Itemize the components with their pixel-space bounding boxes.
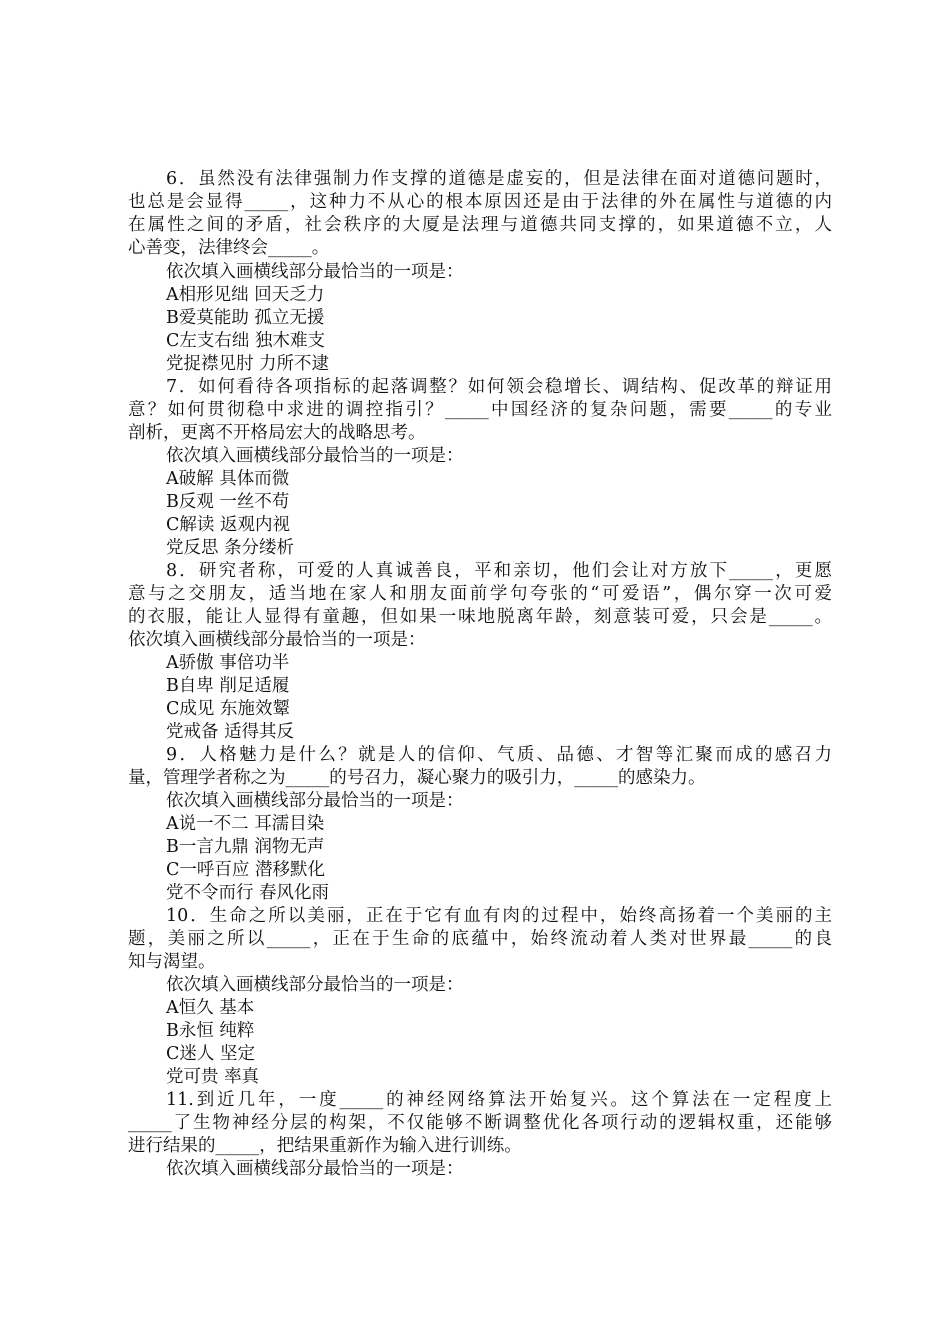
q9-prompt: 依次填入画横线部分最恰当的一项是： — [166, 791, 464, 811]
q9-stem-line-1: 9．人格魅力是什么？就是人的信仰、气质、品德、才智等汇聚而成的感召力 — [166, 745, 832, 765]
q6-prompt: 依次填入画横线部分最恰当的一项是： — [166, 262, 464, 282]
q7-option-a: A破解 具体而微 — [166, 469, 290, 489]
q6-stem-line-3: 在属性之间的矛盾，社会秩序的大厦是法理与道德共同支撑的，如果道德不立，人 — [128, 215, 832, 235]
q9-option-d: 党不令而行 春风化雨 — [166, 883, 330, 903]
q11-stem-line-2: _____了生物神经分层的构架，不仅能够不断调整优化各项行动的逻辑权重，还能够 — [128, 1113, 832, 1133]
q10-stem-line-1: 10．生命之所以美丽，正在于它有血有肉的过程中，始终高扬着一个美丽的主 — [166, 906, 832, 926]
q8-stem-line-3: 的衣服，能让人显得有童趣，但如果一味地脱离年龄，刻意装可爱，只会是_____。 — [128, 607, 832, 627]
q6-option-d: 党捉襟见肘 力所不逮 — [166, 354, 330, 374]
q8-option-a: A骄傲 事倍功半 — [166, 653, 290, 673]
q10-prompt: 依次填入画横线部分最恰当的一项是： — [166, 975, 464, 995]
q7-prompt: 依次填入画横线部分最恰当的一项是： — [166, 446, 464, 466]
q8-stem-line-1: 8．研究者称，可爱的人真诚善良，平和亲切，他们会让对方放下_____，更愿 — [166, 561, 832, 581]
q11-stem-line-3: 进行结果的_____，把结果重新作为输入进行训练。 — [128, 1136, 522, 1156]
q11-prompt: 依次填入画横线部分最恰当的一项是： — [166, 1159, 464, 1179]
q7-stem-line-3: 剖析，更离不开格局宏大的战略思考。 — [128, 423, 426, 443]
q11-stem-line-1: 11.到近几年，一度_____的神经网络算法开始复兴。这个算法在一定程度上 — [166, 1090, 832, 1110]
q7-option-d: 党反思 条分缕析 — [166, 538, 295, 558]
q7-stem-line-1: 7．如何看待各项指标的起落调整？如何领会稳增长、调结构、促改革的辩证用 — [166, 377, 832, 397]
q10-option-d: 党可贵 率真 — [166, 1067, 260, 1087]
q7-stem-line-2: 意？如何贯彻稳中求进的调控指引？_____中国经济的复杂问题，需要_____的专业 — [128, 400, 832, 420]
q10-stem-line-3: 知与渴望。 — [128, 952, 216, 972]
q8-prompt: 依次填入画横线部分最恰当的一项是： — [128, 630, 426, 650]
q6-option-c: C左支右绌 独木难支 — [166, 331, 325, 351]
q8-option-d: 党戒备 适得其反 — [166, 722, 295, 742]
q10-option-a: A恒久 基本 — [166, 998, 255, 1018]
q6-stem-line-1: 6．虽然没有法律强制力作支撑的道德是虚妄的，但是法律在面对道德问题时， — [166, 169, 832, 189]
q9-option-c: C一呼百应 潜移默化 — [166, 860, 325, 880]
q6-stem-line-2: 也总是会显得_____，这种力不从心的根本原因还是由于法律的外在属性与道德的内 — [128, 192, 832, 212]
q6-stem-line-4: 心善变，法律终会_____。 — [128, 238, 330, 258]
q6-option-b: B爱莫能助 孤立无援 — [166, 308, 325, 328]
q10-stem-line-2: 题，美丽之所以_____，正在于生命的底蕴中，始终流动着人类对世界最_____的良 — [128, 929, 832, 949]
q9-option-b: B一言九鼎 润物无声 — [166, 837, 325, 857]
q10-option-c: C迷人 坚定 — [166, 1044, 255, 1064]
q8-option-b: B自卑 削足适履 — [166, 676, 290, 696]
q8-option-c: C成见 东施效颦 — [166, 699, 290, 719]
q7-option-c: C解读 返观内视 — [166, 515, 290, 535]
q6-option-a: A相形见绌 回天乏力 — [166, 285, 325, 305]
q10-option-b: B永恒 纯粹 — [166, 1021, 255, 1041]
q8-stem-line-2: 意与之交朋友，适当地在家人和朋友面前学句夸张的“可爱语”，偶尔穿一次可爱 — [128, 584, 832, 604]
q7-option-b: B反观 一丝不苟 — [166, 492, 290, 512]
q9-option-a: A说一不二 耳濡目染 — [166, 814, 325, 834]
q9-stem-line-2: 量，管理学者称之为_____的号召力，凝心聚力的吸引力，_____的感染力。 — [128, 768, 706, 788]
